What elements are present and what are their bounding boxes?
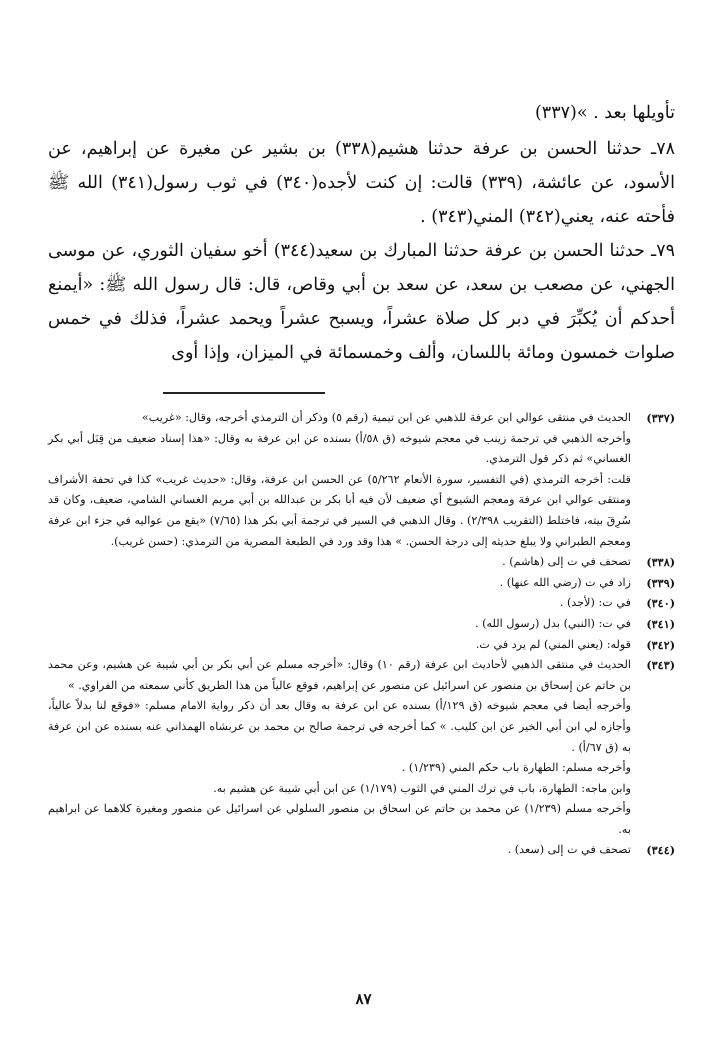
footnote-line: وأخرجه مسلم (١/٢٣٩) عن محمد بن حاتم عن اسحاق بن منصور السلولي عن اسرائيل عن منصور ومغيرة كلاهما عن ابراهيم به. <box>48 802 631 836</box>
footnote <box>48 408 675 552</box>
footnote <box>48 840 675 861</box>
footnote-line: وأخرجه أيضا في معجم شيوخه (ق ١٢٩/أ) بسنده عن ابن عرفة به وقال بعد أن ذكر رواية الامام مسلم: «فوقع لنا بدلاً عالياً، وأجازه لي ابن أبي الخير عن ابن كليب. » كما أخرجه في ترجمة صالح بن محمد بن عربشاه الهمذاني عنه بسنده عن ابن عرفة به (ق ٦٧/أ) . <box>48 699 631 754</box>
footnote-line: وأخرجه الذهبي في ترجمة زينب في معجم شيوخه (ق ٥٨/أ) بسنده عن ابن عرفة به وقال: «هذا إسناد ضعيف من قِبَل أبي بكر الغساني» ثم ذكر قول الترمذي. <box>48 431 631 466</box>
page-number: ٨٧ <box>355 990 372 1008</box>
footnote-text <box>48 635 631 656</box>
footnotes <box>48 408 675 861</box>
footnote-line: الحديث في منتقى عوالي ابن عرفة للذهبي عن ابن تيمية (رقم ٥) وذكر أن الترمذي أخرجه، وقال: «غريب» <box>141 411 631 424</box>
footnote-text <box>48 573 631 594</box>
footnote-number: (٣٣٧) <box>646 411 675 425</box>
footnote <box>48 655 675 840</box>
footnote <box>48 573 675 594</box>
footnote-line: وأخرجه مسلم: الطهارة باب حكم المني (١/٢٣٩) . <box>401 761 631 775</box>
footnote-line: تصحف في ت إلى (هاشم) . <box>502 555 631 569</box>
footnote <box>48 593 675 614</box>
footnote-line: قلت: أخرجه الترمذي (في التفسير، سورة الأنعام ٥/٢٦٢) عن الحسن ابن عرفة، وقال: «حديث غريب» كذا في تحفة الأشراف ومنتقى عوالي ابن عرفة ومعجم الشيوخ أي ضعيف لأن فيه أبا بكر بن عبدالله بن أبي مريم الغساني الشامي، ضعيف، وكان قد سُرِقَ بيته، فاختلط (التقريب ٢/٣٩٨) . وقال الذهبي في السير في ترجمة أبي بكر هذا (٧/٦٥) «يقع من عواليه في جزء ابن عرفة ومعجم الطبراني ولا يبلغ حديثه إلى درجة الحسن. » هذا وقد ورد في الطبعة المصرية من الترمذي: (حسن غريب). <box>48 472 632 548</box>
footnote-text <box>48 593 631 614</box>
footnote-number: (٣٤٤) <box>646 843 675 858</box>
footnote-text <box>48 614 631 635</box>
footnote-number: (٣٣٨) <box>646 555 675 570</box>
footnote-line: زاد في ت (رضي الله عنها) . <box>499 575 631 589</box>
footnote-separator <box>163 392 325 394</box>
footnote-number: (٣٤٣) <box>646 658 675 673</box>
footnote-text <box>48 840 631 861</box>
footnote-number: (٣٤٢) <box>646 637 675 652</box>
footnote <box>48 635 675 656</box>
footnote-number: (٣٣٩) <box>646 575 675 590</box>
footnote <box>48 552 675 573</box>
continuation-line: تأويلها بعد . »(٣٣٧) <box>534 103 675 123</box>
footnote-line: وابن ماجه: الطهارة، باب في ترك المني في الثوب (١/١٧٩) عن ابن أبي شيبة عن هشيم به. <box>213 781 631 795</box>
footnote-text <box>48 552 631 573</box>
footnote-line: في ت: (النبي) بدل (رسول الله) . <box>475 616 631 630</box>
footnote-number: (٣٤٠) <box>646 596 675 611</box>
footnote <box>48 614 675 635</box>
hadith-79: ٧٩ـ حدثنا الحسن بن عرفة حدثنا المبارك بن سعيد(٣٤٤) أخو سفيان الثوري، عن موسى الجهني، عن مصعب بن سعد، عن سعد بن أبي وقاص، قال: قال رسول الله ﷺ: «أيمنع أحدكم أن يُكبِّرَ في دبر كل صلاة عشراً، ويسبح عشراً ويحمد عشراً، فذلك في خمس صلوات خمسون ومائة باللسان، وألف وخمسمائة في الميزان، وإذا أوى <box>48 241 675 363</box>
footnote-text <box>48 655 631 840</box>
footnote-text <box>48 408 631 552</box>
footnote-line: قوله: (يعني المني) لم يرد في ت. <box>475 637 631 651</box>
footnote-number: (٣٤١) <box>646 616 675 631</box>
hadith-78: ٧٨ـ حدثنا الحسن بن عرفة حدثنا هشيم(٣٣٨) بن بشير عن مغيرة عن إبراهيم، عن الأسود، عن عائشة، (٣٣٩) قالت: إن كنت لأجده(٣٤٠) في ثوب رسول(٣٤١) الله ﷺ فأحته عنه، يعني(٣٤٢) المني(٣٤٣) . <box>48 139 675 227</box>
footnote-line: في ت: (لأجد) . <box>559 596 631 610</box>
footnote-line: تصحف في ت إلى (سعد) . <box>507 843 631 857</box>
main-text <box>48 96 675 370</box>
footnote-line: الحديث في منتقى الذهبي لأحاديث ابن عرفة (رقم ١٠) وقال: «أخرجه مسلم عن أبي بكر بن أبي شيبة عن هشيم، وعن محمد بن حاتم عن إسحاق بن منصور عن اسرائيل عن منصور عن إبراهيم، فوقع عالياً من هذا الطريق كأني سمعته من الفراوي. » <box>48 658 631 692</box>
